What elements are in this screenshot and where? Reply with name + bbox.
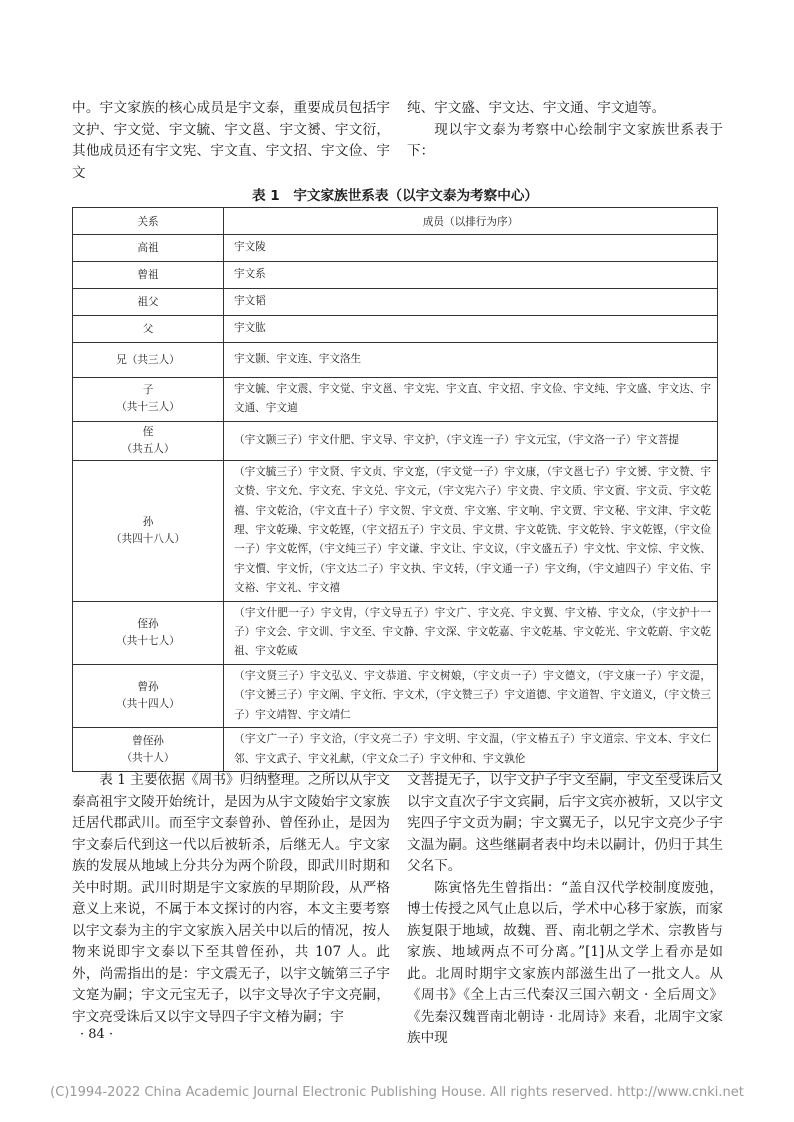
relation-label: 侄	[142, 425, 154, 438]
table-row	[73, 289, 718, 316]
bottom-right-column	[407, 770, 723, 1050]
members-cell: （宇文贤三子）宇文弘义、宇文恭道、宇文树娘，（宇文贞一子）宇文德文，（宇文康一子）宇文湜，（宇文赟三子）宇文阐、宇文衎、宇文术，（宇文赞三子）宇文道德、宇文道智、宇文道义，（宇文贽三子）宇文靖智、宇文靖仁	[224, 664, 718, 727]
bottom-left-column	[72, 770, 390, 1028]
relation-label: 子	[142, 384, 154, 397]
genealogy-table	[72, 207, 718, 772]
members-cell: 宇文毓、宇文震、宇文觉、宇文邕、宇文宪、宇文直、宇文招、宇文俭、宇文纯、宇文盛、宇文达、宇文通、宇文逌	[224, 378, 718, 422]
top-left-column	[72, 98, 390, 184]
relation-label: 侄孙	[137, 617, 159, 630]
relation-label: 曾侄孙	[132, 734, 164, 747]
relation-cell: 父	[73, 316, 224, 343]
relation-cell: 祖父	[73, 289, 224, 316]
top-right-column	[407, 98, 723, 163]
table-row	[73, 378, 718, 422]
members-cell: （宇文毓三子）宇文贤、宇文贞、宇文寔，（宇文觉一子）宇文康，（宇文邕七子）宇文赟、宇文赞、宇文贽、宇文允、宇文充、宇文兑、宇文元，（宇文宪六子）宇文贵、宇文质、宇文賨、宇文贡、宇文乾禧、宇文乾洽，（宇文直十子）宇文贺、宇文贲、宇文塞、宇文响、宇文贾、宇文秘、宇文津、宇文乾理、宇文乾璪、宇文乾铿，（宇文招五子）宇文员、宇文贯、宇文乾铣、宇文乾铃、宇文乾铿，（宇文俭一子）宇文乾恽，（宇文纯三子）宇文谦、宇文让、宇文议，（宇文盛五子）宇文忱、宇文悰、宇文恢、宇文懫、宇文忻，（宇文达二子）宇文执、宇文转，（宇文通一子）宇文绚，（宇文逌四子）宇文佑、宇文裕、宇文礼、宇文禧	[224, 460, 718, 601]
members-cell: （宇文广一子）宇文洽，（宇文亮二子）宇文明、宇文温，（宇文椿五子）宇文道宗、宇文本、宇文仁邻、宇文武子、宇文礼献，（宇文众二子）宇文仲和、宇文孰伦	[224, 728, 718, 772]
header-relation: 关系	[73, 208, 224, 235]
members-cell: 宇文颢、宇文连、宇文洛生	[224, 343, 718, 378]
body-paragraph: 陈寅恪先生曾指出：“盖自汉代学校制度废弛，博士传授之风气止息以后，学术中心移于家族，而家族复限于地域，故魏、晋、南北朝之学术、宗教皆与家族、地域两点不可分离。”[1]从文学上看亦是如此。北周时期宇文家族内部滋生出了一批文人。从《周书》《全上古三代秦汉三国六朝文 · 全后周文》《先秦汉魏晋南北朝诗 · 北周诗》来看，北周宇文家族中现	[407, 879, 723, 1046]
table-row	[73, 235, 718, 262]
members-cell: （宇文颢三子）宇文什肥、宇文导、宇文护，（宇文连一子）宇文元宝，（宇文洛一子）宇文菩提	[224, 421, 718, 460]
body-paragraph: 现以宇文泰为考察中心绘制宇文家族世系表于下：	[407, 121, 723, 159]
relation-count: （共五人）	[121, 442, 175, 455]
body-paragraph: 文菩提无子，以宇文护子宇文至嗣，宇文至受诛后又以宇文直次子宇文宾嗣，后宇文宾亦被斩，又以宇文宪四子宇文贡为嗣；宇文翼无子，以兄宇文亮少子宇文温为嗣。这些继嗣者表中均未以嗣计，仍归于其生父名下。	[407, 772, 723, 874]
members-cell: （宇文什肥一子）宇文胄，（宇文导五子）宇文广、宇文亮、宇文翼、宇文椿、宇文众，（宇文护十一子）宇文会、宇文训、宇文至、宇文静、宇文深、宇文乾嘉、宇文乾基、宇文乾光、宇文乾蔚、宇文乾祖、宇文乾威	[224, 601, 718, 664]
table-row	[73, 316, 718, 343]
relation-cell	[73, 601, 224, 664]
body-paragraph: 表 1 主要依据《周书》归纳整理。之所以从宇文泰高祖宇文陵开始统计，是因为从宇文陵始宇文家族迁居代郡武川。而至宇文泰曾孙、曾侄孙止，是因为宇文泰后代到这一代以后被斩杀，后继无人。宇文家族的发展从地域上分共分为两个阶段，即武川时期和关中时期。武川时期是宇文家族的早期阶段，从严格意义上来说，不属于本文探讨的内容，本文主要考察以宇文泰为主的宇文家族入居关中以后的情况，按人物来说即宇文泰以下至其曾侄孙，共 107 人。此外，尚需指出的是：宇文震无子，以宇文毓第三子宇文寔为嗣；宇文元宝无子，以宇文导次子宇文亮嗣，宇文亮受诛后又以宇文导四子宇文椿为嗣；宇	[72, 772, 390, 1025]
body-paragraph: 中。宇文家族的核心成员是宇文泰，重要成员包括宇文护、宇文觉、宇文毓、宇文邕、宇文赟、宇文衍，其他成员还有宇文宪、宇文直、宇文招、宇文俭、宇文	[72, 100, 390, 181]
members-cell: 宇文肱	[224, 316, 718, 343]
relation-cell: 高祖	[73, 235, 224, 262]
relation-cell	[73, 378, 224, 422]
table-row	[73, 421, 718, 460]
header-members: 成员（以排行为序）	[224, 208, 718, 235]
relation-cell	[73, 664, 224, 727]
table-row	[73, 460, 718, 601]
table-row	[73, 728, 718, 772]
relation-count: （共十四人）	[116, 697, 180, 710]
relation-count: （共四十八人）	[110, 532, 186, 545]
table-row	[73, 343, 718, 378]
relation-cell	[73, 728, 224, 772]
relation-label: 孙	[142, 515, 154, 528]
relation-count: （共十人）	[121, 751, 175, 764]
table-row	[73, 262, 718, 289]
relation-label: 曾孙	[137, 680, 159, 693]
table-row	[73, 664, 718, 727]
members-cell: 宇文陵	[224, 235, 718, 262]
table-title: 表 1 宇文家族世系表（以宇文泰为考察中心）	[251, 188, 539, 204]
members-cell: 宇文韬	[224, 289, 718, 316]
table-header-row	[73, 208, 718, 235]
relation-count: （共十七人）	[116, 634, 180, 647]
relation-count: （共十三人）	[116, 401, 180, 414]
page-number: · 84 ·	[80, 1027, 114, 1042]
relation-cell: 兄（共三人）	[73, 343, 224, 378]
body-paragraph: 纯、宇文盛、宇文达、宇文通、宇文逌等。	[407, 100, 666, 116]
relation-cell: 曾祖	[73, 262, 224, 289]
copyright-footer: (C)1994-2022 China Academic Journal Electronic Publishing House. All rights reserved. http://www.cnki.net	[50, 1085, 744, 1100]
table-row	[73, 601, 718, 664]
members-cell: 宇文系	[224, 262, 718, 289]
relation-cell	[73, 460, 224, 601]
relation-cell	[73, 421, 224, 460]
